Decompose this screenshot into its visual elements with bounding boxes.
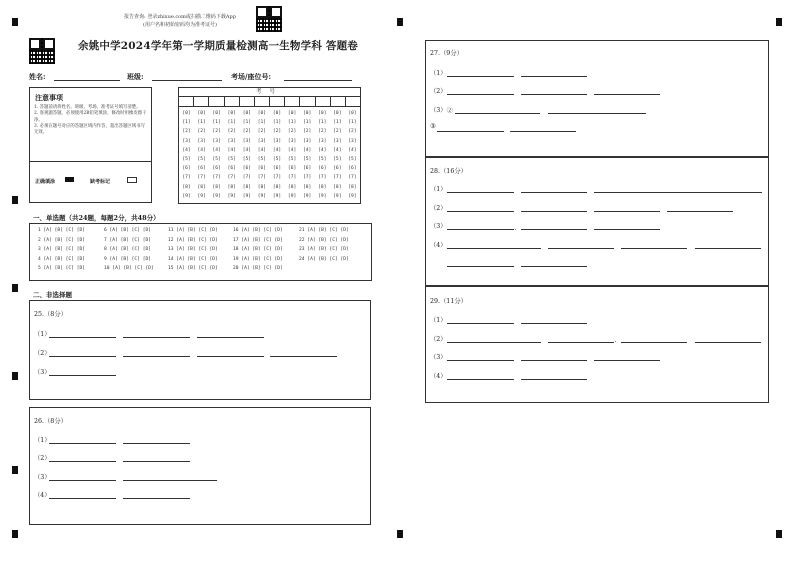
answer-line[interactable] <box>49 498 116 499</box>
choice-question-8[interactable]: 8 [A] [B] [C] [D] <box>104 247 152 252</box>
digit-bubble[interactable]: [5] <box>303 157 312 163</box>
answer-line[interactable] <box>437 131 504 132</box>
digit-bubble[interactable]: [5] <box>227 157 236 163</box>
digit-bubble[interactable]: [5] <box>348 157 357 163</box>
digit-bubble[interactable]: [5] <box>182 157 191 163</box>
answer-line[interactable] <box>447 94 514 95</box>
registration-mark <box>12 196 18 204</box>
digit-bubble[interactable]: [2] <box>242 129 251 135</box>
digit-bubble[interactable]: [7] <box>242 175 251 181</box>
exam-id-column <box>179 109 194 201</box>
digit-bubble[interactable]: [1] <box>348 120 357 126</box>
answer-line[interactable] <box>521 211 587 212</box>
digit-bubble[interactable]: [1] <box>272 120 282 126</box>
digit-bubble[interactable]: [4] <box>242 147 251 153</box>
digit-bubble[interactable]: [2] <box>348 129 357 135</box>
digit-bubble[interactable]: [3] <box>197 138 206 144</box>
answer-line[interactable] <box>49 337 116 338</box>
digit-bubble[interactable]: [4] <box>257 147 267 153</box>
registration-mark <box>776 530 782 538</box>
choice-question-9[interactable]: 9 [A] [B] [C] [D] <box>104 256 152 262</box>
digit-bubble[interactable]: [6] <box>303 166 312 172</box>
exam-id-bubbles <box>179 109 360 201</box>
digit-bubble[interactable]: [0] <box>348 111 357 116</box>
answer-line[interactable] <box>197 356 264 357</box>
answer-line[interactable] <box>594 211 660 212</box>
digit-bubble[interactable]: [8] <box>303 184 312 190</box>
digit-bubble[interactable]: [9] <box>242 193 251 199</box>
digit-bubble[interactable]: [8] <box>287 184 297 190</box>
digit-bubble[interactable]: [0] <box>333 111 342 116</box>
answer-line[interactable] <box>123 337 190 338</box>
digit-bubble[interactable]: [5] <box>242 157 251 163</box>
digit-bubble[interactable]: [2] <box>303 129 312 135</box>
absent-mark-box[interactable] <box>127 177 137 183</box>
answer-line[interactable] <box>49 480 116 481</box>
q28-part-label: （3） <box>430 223 447 230</box>
digit-bubble[interactable]: [9] <box>197 193 206 199</box>
digit-bubble[interactable]: [5] <box>287 157 297 163</box>
notice-title: 注意事项 <box>35 93 63 102</box>
digit-bubble[interactable]: [5] <box>318 157 327 163</box>
answer-line[interactable] <box>197 337 264 338</box>
answer-line[interactable] <box>123 461 190 462</box>
notice-box <box>29 87 152 203</box>
exam-id-column <box>194 109 209 201</box>
answer-line[interactable] <box>447 342 541 343</box>
digit-bubble[interactable]: [1] <box>287 120 297 126</box>
question-28-title: 28.（16分） <box>430 168 467 175</box>
q26-part-label: （1） <box>34 437 51 444</box>
exam-id-column <box>254 109 269 201</box>
answer-line[interactable] <box>49 461 116 462</box>
registration-mark <box>776 18 782 26</box>
answer-line[interactable] <box>594 360 660 361</box>
answer-line[interactable] <box>594 192 762 193</box>
choice-question-13[interactable]: 13 [A] [B] [C] [D] <box>168 247 218 252</box>
digit-bubble[interactable]: [7] <box>348 175 357 181</box>
digit-bubble[interactable]: [7] <box>182 175 191 181</box>
q26-part-label: （3） <box>34 474 51 481</box>
answer-line[interactable] <box>594 229 660 230</box>
exam-id-column <box>224 109 239 201</box>
answer-line[interactable] <box>548 113 646 114</box>
digit-bubble[interactable]: [7] <box>318 175 327 181</box>
digit-bubble[interactable]: [5] <box>257 157 267 163</box>
digit-bubble[interactable]: [0] <box>227 111 236 116</box>
answer-line[interactable] <box>49 375 116 376</box>
digit-bubble[interactable]: [5] <box>333 157 342 163</box>
registration-mark <box>12 530 18 538</box>
choice-question-2[interactable]: 2 [A] [B] [C] [D] <box>38 237 86 243</box>
choice-question-11[interactable]: 11 [A] [B] [C] [D] <box>168 228 218 233</box>
digit-bubble[interactable]: [0] <box>182 111 191 116</box>
digit-bubble[interactable]: [4] <box>212 147 221 153</box>
digit-bubble[interactable]: [1] <box>242 120 251 126</box>
answer-line[interactable] <box>123 443 190 444</box>
notice-text <box>34 105 148 136</box>
notice-divider <box>30 161 151 162</box>
digit-bubble[interactable]: [7] <box>227 175 236 181</box>
notice-item: 2. 客观题答题，必须使用2B铅笔填涂，修改时用橡皮擦干净。 <box>34 111 147 123</box>
digit-bubble[interactable]: [6] <box>318 166 327 172</box>
exam-id-grid <box>178 87 361 204</box>
digit-bubble[interactable]: [2] <box>197 129 206 135</box>
choice-question-4[interactable]: 4 [A] [B] [C] [D] <box>38 256 86 262</box>
digit-bubble[interactable]: [3] <box>318 138 327 144</box>
exam-id-column <box>285 109 300 201</box>
digit-bubble[interactable]: [3] <box>227 138 236 144</box>
answer-line[interactable] <box>123 356 190 357</box>
filled-bubble-icon <box>65 177 74 182</box>
registration-mark <box>12 466 18 474</box>
choice-question-17[interactable]: 17 [A] [B] [C] [D] <box>233 237 283 243</box>
digit-bubble[interactable]: [7] <box>303 175 312 181</box>
digit-bubble[interactable]: [4] <box>272 147 282 153</box>
answer-line[interactable] <box>447 266 514 267</box>
header-note-line2: (用户名和初始密码均为准考证号) <box>143 22 217 28</box>
digit-bubble[interactable]: [5] <box>272 157 282 163</box>
registration-mark <box>12 372 18 380</box>
exam-id-write-cells <box>179 97 360 107</box>
question-26-box <box>29 407 371 525</box>
digit-bubble[interactable]: [2] <box>287 129 297 135</box>
header-note <box>100 13 260 29</box>
question-29-box <box>425 286 769 403</box>
answer-line[interactable] <box>49 443 116 444</box>
name-field[interactable] <box>54 80 120 81</box>
q29-part-label: （4） <box>430 373 447 380</box>
exam-id-column <box>300 109 315 201</box>
digit-bubble[interactable]: [0] <box>287 111 297 116</box>
digit-bubble[interactable]: [9] <box>182 193 191 199</box>
q27-part-label: ③ <box>430 123 436 130</box>
digit-bubble[interactable]: [8] <box>348 184 357 190</box>
digit-bubble[interactable]: [1] <box>197 120 206 126</box>
digit-bubble[interactable]: [5] <box>212 157 221 163</box>
digit-bubble[interactable]: [8] <box>242 184 251 190</box>
digit-bubble[interactable]: [7] <box>257 175 267 181</box>
question-27-title: 27.（9分） <box>430 50 463 57</box>
question-27-box <box>425 40 769 158</box>
page-title: 余姚中学2024学年第一学期质量检测高一生物学科 答题卷 <box>78 40 358 52</box>
digit-bubble[interactable]: [8] <box>257 184 267 190</box>
q25-part-label: （2） <box>34 350 51 357</box>
digit-bubble[interactable]: [6] <box>348 166 357 172</box>
digit-bubble[interactable]: [7] <box>287 175 297 181</box>
answer-line[interactable] <box>123 498 190 499</box>
digit-bubble[interactable]: [4] <box>182 147 191 153</box>
answer-line[interactable] <box>49 356 116 357</box>
digit-bubble[interactable]: [9] <box>333 193 342 199</box>
question-29-title: 29.（11分） <box>430 298 467 305</box>
digit-bubble[interactable]: [8] <box>212 184 221 190</box>
digit-bubble[interactable]: [9] <box>318 193 327 199</box>
qr-code-icon <box>256 6 282 32</box>
answer-line[interactable] <box>447 248 541 249</box>
digit-bubble[interactable]: [9] <box>272 193 282 199</box>
digit-bubble[interactable]: [9] <box>257 193 267 199</box>
answer-line[interactable] <box>667 211 733 212</box>
answer-line[interactable] <box>123 480 217 481</box>
answer-line[interactable] <box>521 94 587 95</box>
digit-bubble[interactable]: [3] <box>272 138 282 144</box>
notice-item: 3. 必须在题号对应的答题区域内作答，超出答题区域书写无效。 <box>34 123 145 136</box>
q27-part-label: （1） <box>430 70 447 77</box>
choice-section-title: 一、单选题（共24题，每题2分，共48分） <box>33 214 160 222</box>
enumeration-comma: 、 <box>514 224 521 231</box>
barcode-qr-icon <box>29 38 55 64</box>
digit-bubble[interactable]: [7] <box>333 175 342 181</box>
digit-bubble[interactable]: [3] <box>287 138 297 144</box>
choice-question-14[interactable]: 14 [A] [B] [C] [D] <box>168 256 218 262</box>
question-25-box <box>29 300 371 400</box>
choice-question-19[interactable]: 19 [A] [B] [C] [D] <box>233 256 283 262</box>
answer-line[interactable] <box>695 248 761 249</box>
answer-line[interactable] <box>521 76 587 77</box>
answer-line[interactable] <box>447 211 514 212</box>
exam-id-column <box>330 109 345 201</box>
digit-bubble[interactable]: [6] <box>182 166 191 172</box>
digit-bubble[interactable]: [1] <box>257 120 267 126</box>
digit-bubble[interactable]: [8] <box>318 184 327 190</box>
digit-bubble[interactable]: [9] <box>348 193 357 199</box>
exam-id-column <box>315 109 330 201</box>
answer-line[interactable] <box>521 192 587 193</box>
digit-bubble[interactable]: [4] <box>197 147 206 153</box>
q27-part-label: （2） <box>430 88 447 95</box>
answer-line[interactable] <box>521 266 587 267</box>
choice-question-10[interactable]: 10 [A] [B] [C] [D] <box>104 266 154 271</box>
answer-line[interactable] <box>447 360 514 361</box>
digit-bubble[interactable]: [0] <box>212 111 221 116</box>
digit-bubble[interactable]: [6] <box>333 166 342 172</box>
answer-line[interactable] <box>447 379 514 380</box>
registration-mark <box>397 530 403 538</box>
digit-bubble[interactable]: [2] <box>272 129 282 135</box>
answer-line[interactable] <box>447 323 514 324</box>
seat-label: 考场/座位号: <box>231 72 272 81</box>
exam-id-column <box>345 109 360 201</box>
q28-part-label: （4） <box>430 242 447 249</box>
answer-line[interactable] <box>621 248 687 249</box>
correct-fill-label: 正确填涂 <box>35 179 56 185</box>
digit-bubble[interactable]: [4] <box>227 147 236 153</box>
q29-part-label: （3） <box>430 354 447 361</box>
choice-question-3[interactable]: 3 [A] [B] [C] [D] <box>38 247 86 252</box>
digit-bubble[interactable]: [4] <box>287 147 297 153</box>
digit-bubble[interactable]: [8] <box>197 184 206 190</box>
digit-bubble[interactable]: [8] <box>272 184 282 190</box>
choice-question-18[interactable]: 18 [A] [B] [C] [D] <box>233 247 283 252</box>
answer-line[interactable] <box>447 229 514 230</box>
class-field[interactable] <box>152 80 222 81</box>
q26-part-label: （2） <box>34 455 51 462</box>
choice-question-22[interactable]: 22 [A] [B] [C] [D] <box>299 237 349 243</box>
class-label: 班级: <box>127 72 144 81</box>
exam-id-column <box>269 109 284 201</box>
digit-bubble[interactable]: [0] <box>257 111 267 116</box>
digit-bubble[interactable]: [2] <box>257 129 267 135</box>
choice-question-24[interactable]: 24 [A] [B] [C] [D] <box>299 256 349 262</box>
choice-question-21[interactable]: 21 [A] [B] [C] [D] <box>299 228 349 233</box>
answer-line[interactable] <box>447 192 514 193</box>
digit-bubble[interactable]: [1] <box>182 120 191 126</box>
answer-line[interactable] <box>548 342 614 343</box>
notice-item: 1. 答题前请将姓名、班级、考场、准考证号填写清楚。 <box>34 105 141 110</box>
digit-bubble[interactable]: [0] <box>242 111 251 116</box>
digit-bubble[interactable]: [8] <box>182 184 191 190</box>
question-25-title: 25.（8分） <box>34 311 67 318</box>
choice-question-12[interactable]: 12 [A] [B] [C] [D] <box>168 237 218 243</box>
exam-id-column <box>239 109 254 201</box>
digit-bubble[interactable]: [2] <box>212 129 221 135</box>
digit-bubble[interactable]: [6] <box>197 166 206 172</box>
digit-bubble[interactable]: [9] <box>303 193 312 199</box>
digit-bubble[interactable]: [5] <box>197 157 206 163</box>
digit-bubble[interactable]: [6] <box>212 166 221 172</box>
q28-part-label: （2） <box>430 205 447 212</box>
digit-bubble[interactable]: [3] <box>303 138 312 144</box>
digit-bubble[interactable]: [9] <box>212 193 221 199</box>
absent-mark-label: 缺考标记 <box>90 179 111 185</box>
digit-bubble[interactable]: [6] <box>287 166 297 172</box>
digit-bubble[interactable]: [1] <box>303 120 312 126</box>
exam-id-header: 考号 <box>179 88 360 97</box>
digit-bubble[interactable]: [8] <box>227 184 236 190</box>
registration-mark <box>12 284 18 292</box>
digit-bubble[interactable]: [3] <box>257 138 267 144</box>
digit-bubble[interactable]: [6] <box>272 166 282 172</box>
q27-part-label: （3）② <box>430 107 453 114</box>
digit-bubble[interactable]: [2] <box>182 129 191 135</box>
exam-id-column <box>209 109 224 201</box>
choice-question-1[interactable]: 1 [A] [B] [C] [D] <box>38 228 86 233</box>
choice-question-7[interactable]: 7 [A] [B] [C] [D] <box>104 237 152 243</box>
digit-bubble[interactable]: [0] <box>318 111 327 116</box>
digit-bubble[interactable]: [2] <box>333 129 342 135</box>
choice-question-15[interactable]: 15 [A] [B] [C] [D] <box>168 266 218 271</box>
answer-line[interactable] <box>521 379 587 380</box>
digit-bubble[interactable]: [9] <box>287 193 297 199</box>
registration-mark <box>12 18 18 26</box>
choice-question-23[interactable]: 23 [A] [B] [C] [D] <box>299 247 349 252</box>
digit-bubble[interactable]: [7] <box>212 175 221 181</box>
answer-line[interactable] <box>447 76 514 77</box>
multiple-choice-area <box>29 223 372 281</box>
digit-bubble[interactable]: [0] <box>197 111 206 116</box>
digit-bubble[interactable]: [4] <box>348 147 357 153</box>
question-26-title: 26.（8分） <box>34 418 67 425</box>
header-note-line1: 报告查询: 登录zhixue.com或扫描二维码下载App <box>124 14 236 20</box>
digit-bubble[interactable]: [3] <box>333 138 342 144</box>
digit-bubble[interactable]: [2] <box>318 129 327 135</box>
digit-bubble[interactable]: [9] <box>227 193 236 199</box>
digit-bubble[interactable]: [8] <box>333 184 342 190</box>
answer-line[interactable] <box>621 342 687 343</box>
answer-line[interactable] <box>521 323 587 324</box>
seat-field[interactable] <box>284 80 352 81</box>
digit-bubble[interactable]: [3] <box>242 138 251 144</box>
answer-line[interactable] <box>521 360 587 361</box>
digit-bubble[interactable]: [4] <box>333 147 342 153</box>
answer-line[interactable] <box>594 94 660 95</box>
answer-line[interactable] <box>548 248 614 249</box>
answer-line[interactable] <box>510 131 576 132</box>
name-label: 姓名: <box>29 72 46 81</box>
q29-part-label: （1） <box>430 317 447 324</box>
choice-question-20[interactable]: 20 [A] [B] [C] [D] <box>233 266 283 271</box>
digit-bubble[interactable]: [1] <box>227 120 236 126</box>
choice-question-16[interactable]: 16 [A] [B] [C] [D] <box>233 228 283 233</box>
registration-mark <box>397 18 403 26</box>
choice-question-6[interactable]: 6 [A] [B] [C] [D] <box>104 228 152 233</box>
digit-bubble[interactable]: [4] <box>303 147 312 153</box>
q28-part-label: （1） <box>430 186 447 193</box>
digit-bubble[interactable]: [7] <box>272 175 282 181</box>
digit-bubble[interactable]: [1] <box>212 120 221 126</box>
q29-part-label: （2） <box>430 336 447 343</box>
digit-bubble[interactable]: [0] <box>303 111 312 116</box>
digit-bubble[interactable]: [3] <box>182 138 191 144</box>
answer-line[interactable] <box>695 342 761 343</box>
digit-bubble[interactable]: [1] <box>318 120 327 126</box>
digit-bubble[interactable]: [3] <box>212 138 221 144</box>
q25-part-label: （3） <box>34 369 51 376</box>
digit-bubble[interactable]: [6] <box>242 166 251 172</box>
digit-bubble[interactable]: [0] <box>272 111 282 116</box>
digit-bubble[interactable]: [4] <box>318 147 327 153</box>
choice-question-5[interactable]: 5 [A] [B] [C] [D] <box>38 266 86 271</box>
digit-bubble[interactable]: [6] <box>227 166 236 172</box>
digit-bubble[interactable]: [3] <box>348 138 357 144</box>
answer-line[interactable] <box>270 356 337 357</box>
q26-part-label: （4） <box>34 492 51 499</box>
answer-line[interactable] <box>455 113 540 114</box>
digit-bubble[interactable]: [1] <box>333 120 342 126</box>
answer-line[interactable] <box>521 229 587 230</box>
digit-bubble[interactable]: [7] <box>197 175 206 181</box>
enumeration-comma: 、 <box>614 336 621 343</box>
q25-part-label: （1） <box>34 331 51 338</box>
digit-bubble[interactable]: [2] <box>227 129 236 135</box>
digit-bubble[interactable]: [6] <box>257 166 267 172</box>
non-choice-section-title: 二、非选择题 <box>33 291 72 299</box>
